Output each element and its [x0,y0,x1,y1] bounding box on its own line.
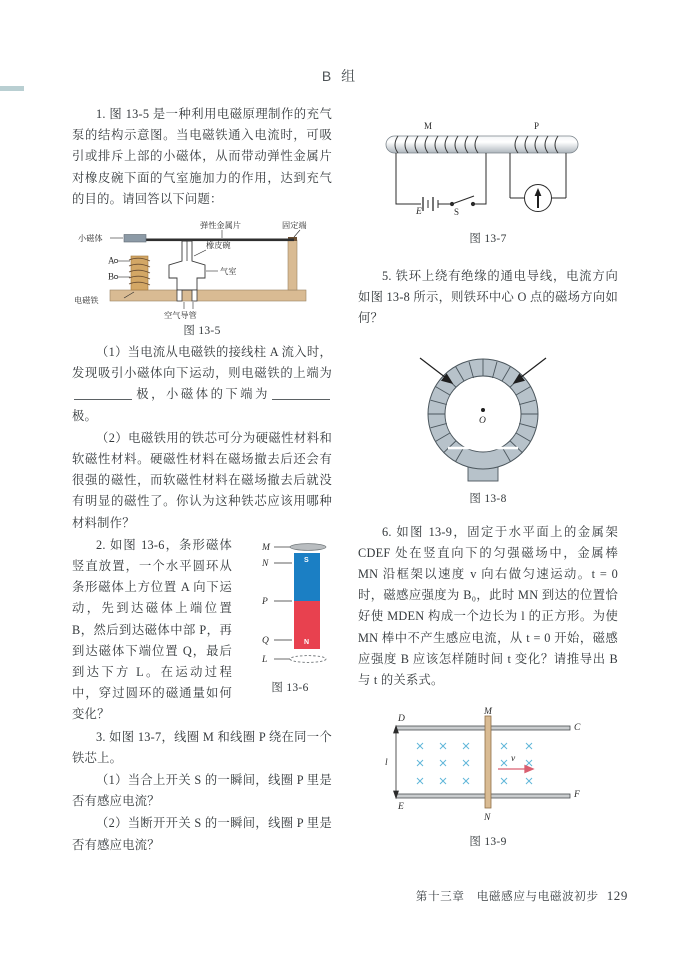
left-column [72,104,332,857]
footer-chapter-title: 第十三章 电磁感应与电磁波初步 [415,890,599,903]
figure-13-9-caption: 图 13-9 [469,836,507,849]
figure-13-9-label-v: v [511,754,516,765]
label-rubber-bowl: 橡皮碗 [206,241,231,251]
label-terminal-a: A [108,255,115,266]
figure-13-8-label-o: O [479,415,486,426]
label-terminal-b: B [108,271,115,282]
label-elastic-sheet: 弹性金属片 [200,221,241,231]
label-air-chamber: 气室 [220,267,237,277]
question-1-part-2: （2）电磁铁用的铁芯可分为硬磁性材料和软磁性材料。硬磁性材料在磁场撤去后还会有很强的磁性，而软磁性材料在磁场撤去后就没有明显的磁性了。你认为这种铁芯应该用哪种材料制作？ [72,430,332,530]
label-air-duct: 空气导管 [164,311,197,321]
figure-13-6-caption: 图 13-6 [271,681,309,694]
figure-13-9 [358,705,618,849]
figure-13-7-label-coil-m: M [424,121,433,131]
figure-13-8-caption: 图 13-8 [469,492,507,505]
label-electromagnet: 电磁铁 [74,296,99,306]
question-1-part-1 [72,342,332,427]
question-6-text: 6. 如图 13-9，固定于水平面上的金属架 CDEF 处在竖直向下的匀强磁场中，金属棒 MN 沿框架以速度 v 向右做匀速运动。t = 0 时，磁感应强度为 B₀，此时 MN 到达的位置恰好使 MDEN 构成一个边长为 l 的正方形。为使 MN 棒中不产生感应电流，从 t = 0 开始，磁感应强度 B 应该怎样随时间 t 变化？请推导出 B 与 t 的关系式。 [358,524,618,688]
question-1-stem: 1. 图 13-5 是一种利用电磁原理制作的充气泵的结构示意图。当电磁铁通入电流时，可吸引或排斥上部的小磁体，从而带动弹性金属片对橡皮碗下面的气室施加力的作用，达到充气的目的。请回答以下问题： [72,107,332,206]
figure-13-6-drawing [242,537,338,677]
figure-13-5-caption: 图 13-5 [183,325,221,338]
figure-13-7-label-switch: S [454,207,460,217]
figure-13-6-label-l: L [262,654,268,665]
figure-13-9-label-f: F [574,790,580,801]
figure-13-6-label-m: M [262,542,270,553]
question-3-stem: 3. 如图 13-7，线圈 M 和线圈 P 绕在同一个铁芯上。 [72,729,332,765]
magnet-pole-top: S [304,556,309,564]
question-3-part-2: （2）当断开开关 S 的一瞬间，线圈 P 里是否有感应电流？ [72,816,332,852]
figure-13-8-drawing [358,340,608,488]
figure-13-5-drawing [72,216,332,320]
figure-13-8 [358,340,618,506]
section-heading: B 组 [321,68,359,84]
question-5-text: 5. 铁环上绕有绝缘的通电导线，电流方向如图 13-8 所示，则铁环中心 O 点的磁场方向如何？ [358,269,618,326]
question-2-text: 2. 如图 13-6，条形磁体竖直放置，一个水平圆环从条形磁体上方位置 A 向下运动，先到达磁体上端位置 B，然后到达磁体中部 P，再到达磁体下端位置 Q，最后到达下方 L。在运动过程中，穿过圆环的磁通量如何变化？ [72,537,232,722]
right-column [358,104,618,853]
answer-blank-2[interactable] [272,399,330,400]
figure-13-9-label-e: E [398,802,404,813]
figure-13-6-label-n: N [262,558,269,569]
figure-13-9-label-l: l [385,758,388,769]
question-2-block [72,535,332,726]
question-1-part-1-text-b: 极，小磁体的下端为 [134,387,270,402]
figure-13-9-label-n: N [484,813,491,824]
question-3-part-1: （1）当合上开关 S 的一瞬间，线圈 P 里是否有感应电流？ [72,773,332,809]
figure-13-7-label-coil-p: P [534,121,540,131]
label-fixed-end: 固定端 [282,221,307,231]
footer-page-number: 129 [606,888,628,903]
edge-marker [0,86,24,91]
magnet-pole-bottom: N [304,638,310,646]
figure-13-7-label-battery: E [416,207,422,217]
figure-13-5 [72,216,332,338]
figure-13-6-label-q: Q [262,635,269,646]
question-1-part-1-text-c: 极。 [72,408,98,423]
question-1-part-1-text-a: （1）当电流从电磁铁的接线柱 A 流入时，发现吸引小磁体向下运动，则电磁铁的上端为 [72,345,332,381]
figure-13-9-label-c: C [574,723,581,734]
figure-13-6-label-p: P [262,596,268,607]
page-footer [0,888,680,904]
figure-13-9-label-d: D [398,714,405,725]
answer-blank-1[interactable] [74,399,132,400]
figure-13-7 [358,110,618,246]
figure-13-7-drawing [358,110,608,228]
figure-13-9-label-m: M [484,707,492,718]
figure-13-9-drawing [358,705,608,827]
figure-13-6 [242,537,338,695]
figure-13-7-caption: 图 13-7 [469,233,507,245]
label-small-magnet: 小磁体 [78,234,103,244]
